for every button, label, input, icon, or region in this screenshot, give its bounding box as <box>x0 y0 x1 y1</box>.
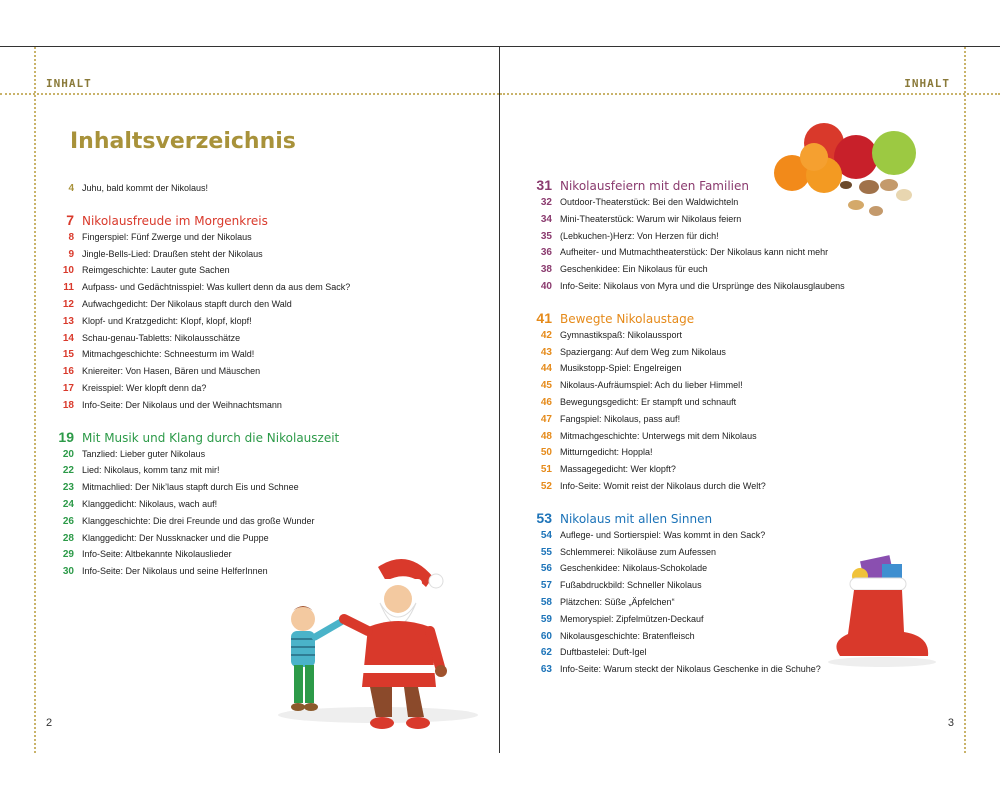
toc-entry-text: Memoryspiel: Zipfelmützen-Deckauf <box>560 613 704 624</box>
toc-entry[interactable] <box>530 614 845 631</box>
toc-entry-text: Fußabdruckbild: Schneller Nikolaus <box>560 580 702 591</box>
toc-page-number: 60 <box>540 630 552 642</box>
toc-page-number: 11 <box>63 282 74 294</box>
toc-entry[interactable] <box>530 563 845 580</box>
toc-entry-text: Info-Seite: Warum steckt der Nikolaus Geschenke in die Schuhe? <box>560 664 821 675</box>
toc-section-number: 7 <box>66 211 74 228</box>
running-head: INHALT <box>46 77 92 90</box>
toc-entry[interactable] <box>530 464 845 481</box>
toc-page-number: 54 <box>540 529 552 541</box>
toc-entry-text: Musikstopp-Spiel: Engelreigen <box>560 363 682 374</box>
toc-entry-text: Plätzchen: Süße „Äpfelchen“ <box>560 596 675 607</box>
toc-section-heading[interactable] <box>530 510 845 528</box>
toc-entry[interactable] <box>52 499 350 516</box>
toc-entry-text: Mitmachgeschichte: Unterwegs mit dem Nikolaus <box>560 430 757 441</box>
toc-page-number: 29 <box>62 549 74 561</box>
toc-entry[interactable] <box>530 547 845 564</box>
toc-section-heading[interactable] <box>52 429 350 447</box>
toc-page-number: 20 <box>62 448 74 460</box>
toc-entry-text: Tanzlied: Lieber guter Nikolaus <box>82 448 206 459</box>
toc-section-title: Nikolaus mit allen Sinnen <box>560 511 713 526</box>
toc-entry-text: Kreisspiel: Wer klopft denn da? <box>82 382 207 393</box>
toc-entry-text: Info-Seite: Nikolaus von Myra und die Ursprünge des Nikolausglaubens <box>560 280 845 291</box>
toc-section-title: Nikolausfeiern mit den Familien <box>560 179 749 193</box>
toc-entry[interactable] <box>530 580 845 597</box>
running-head: INHALT <box>904 77 950 90</box>
toc-entry[interactable] <box>52 383 350 400</box>
toc-section-heading[interactable] <box>530 310 845 328</box>
toc-entry-text: Aufwachgedicht: Der Nikolaus stapft durch den Wald <box>82 298 292 309</box>
toc-page-number: 50 <box>540 447 552 459</box>
toc-entry-text: Geschenkidee: Nikolaus-Schokolade <box>560 563 708 574</box>
toc-entry[interactable] <box>52 465 350 482</box>
toc-page-number: 28 <box>62 532 74 544</box>
toc-page-number: 58 <box>540 596 552 608</box>
toc-entry-text: Spaziergang: Auf dem Weg zum Nikolaus <box>560 346 726 357</box>
toc-entry-text: Mitmachgeschichte: Schneesturm im Wald! <box>82 349 255 360</box>
toc-entry-text: Duftbastelei: Duft-Igel <box>560 647 647 658</box>
toc-page-number: 13 <box>62 315 74 327</box>
toc-page-number: 46 <box>540 396 552 408</box>
toc-page-number: 57 <box>540 580 552 592</box>
toc-intro[interactable] <box>52 183 350 200</box>
toc-left <box>52 183 350 583</box>
toc-entry[interactable] <box>52 249 350 266</box>
header-dotted-line <box>500 93 1000 95</box>
toc-page-number: 52 <box>540 480 552 492</box>
toc-entry[interactable] <box>530 281 845 298</box>
right-page <box>500 47 1000 753</box>
toc-entry-text: Reimgeschichte: Lauter gute Sachen <box>82 265 230 276</box>
toc-entry[interactable] <box>530 597 845 614</box>
toc-entry-text: (Lebkuchen-)Herz: Von Herzen für dich! <box>560 230 719 241</box>
toc-page-number: 47 <box>540 413 552 425</box>
toc-page-number: 16 <box>62 366 74 378</box>
toc-entry-text: Mini-Theaterstück: Warum wir Nikolaus feiern <box>560 213 742 224</box>
toc-entry[interactable] <box>530 481 845 498</box>
toc-page-number: 22 <box>62 465 74 477</box>
toc-entry-text: Jingle-Bells-Lied: Draußen steht der Nikolaus <box>82 248 263 259</box>
toc-page-number: 45 <box>540 380 552 392</box>
toc-section-heading[interactable] <box>530 177 845 195</box>
toc-entry[interactable] <box>530 197 845 214</box>
margin-dotted-line <box>34 47 36 753</box>
toc-entry-text: Aufpass- und Gedächtnisspiel: Was kullert denn da aus dem Sack? <box>82 282 351 293</box>
toc-entry[interactable] <box>530 647 845 664</box>
toc-entry-text: Auflege- und Sortierspiel: Was kommt in den Sack? <box>560 529 766 540</box>
toc-entry[interactable] <box>52 232 350 249</box>
page-number: 2 <box>46 717 53 729</box>
toc-right <box>530 177 845 681</box>
toc-entry-text: Klanggedicht: Nikolaus, wach auf! <box>82 498 218 509</box>
toc-page-number: 48 <box>540 430 552 442</box>
toc-entry[interactable] <box>530 380 845 397</box>
toc-page-number: 12 <box>62 298 74 310</box>
toc-section-heading[interactable] <box>52 212 350 230</box>
toc-entry[interactable] <box>530 214 845 231</box>
toc-entry[interactable] <box>52 482 350 499</box>
toc-page-number: 42 <box>540 329 552 341</box>
page-title: Inhaltsverzeichnis <box>70 129 296 154</box>
toc-page-number: 43 <box>540 346 552 358</box>
toc-entry[interactable] <box>530 431 845 448</box>
toc-page-number: 38 <box>540 264 552 276</box>
toc-entry-text: Lied: Nikolaus, komm tanz mit mir! <box>82 465 220 476</box>
book-spread <box>0 46 1000 753</box>
toc-page-number: 62 <box>540 647 552 659</box>
toc-page-number: 15 <box>62 349 74 361</box>
toc-entry-text: Schau-genau-Tabletts: Nikolausschätze <box>82 332 241 343</box>
toc-entry-text: Aufheiter- und Mutmachtheaterstück: Der Nikolaus kann nicht mehr <box>560 247 829 258</box>
toc-entry-text: Geschenkidee: Ein Nikolaus für euch <box>560 264 708 275</box>
toc-page-number: 18 <box>62 399 74 411</box>
toc-entry-text: Fingerspiel: Fünf Zwerge und der Nikolaus <box>82 231 252 242</box>
header-dotted-line <box>0 93 499 95</box>
toc-entry-text: Info-Seite: Der Nikolaus und seine HelferInnen <box>82 566 268 577</box>
toc-entry[interactable] <box>52 516 350 533</box>
left-page <box>0 47 500 753</box>
toc-page-number: 4 <box>68 183 74 194</box>
toc-page-number: 10 <box>62 265 74 277</box>
toc-entry[interactable] <box>52 265 350 282</box>
toc-entry-text: Outdoor-Theaterstück: Bei den Waldwichteln <box>560 197 739 207</box>
toc-page-number: 35 <box>540 230 552 242</box>
toc-entry-text: Klopf- und Kratzgedicht: Klopf, klopf, klopf! <box>82 315 252 326</box>
toc-entry[interactable] <box>530 414 845 431</box>
margin-dotted-line <box>964 47 966 753</box>
toc-page-number: 63 <box>540 664 552 676</box>
toc-entry-text: Nikolausgeschichte: Bratenfleisch <box>560 630 695 641</box>
toc-entry-text: Info-Seite: Der Nikolaus und der Weihnachtsmann <box>82 399 282 410</box>
toc-section-title: Bewegte Nikolaustage <box>560 311 695 326</box>
toc-page-number: 55 <box>540 546 552 558</box>
toc-entry[interactable] <box>530 664 845 681</box>
toc-entry-text: Info-Seite: Womit reist der Nikolaus durch die Welt? <box>560 480 766 491</box>
toc-entry-text: Mitturngedicht: Hoppla! <box>560 447 653 458</box>
toc-section-number: 53 <box>536 509 552 526</box>
toc-entry-text: Klanggedicht: Der Nussknacker und die Puppe <box>82 532 269 543</box>
toc-page-number: 17 <box>62 382 74 394</box>
toc-entry-text: Schlemmerei: Nikoläuse zum Aufessen <box>560 546 717 557</box>
toc-section-number: 19 <box>58 428 74 445</box>
toc-section-title: Mit Musik und Klang durch die Nikolauszeit <box>82 430 340 445</box>
toc-entry[interactable] <box>530 631 845 648</box>
toc-entry-text: Info-Seite: Altbekannte Nikolauslieder <box>82 549 232 560</box>
toc-entry[interactable] <box>530 247 845 264</box>
nikolaus-boot-illustration <box>820 552 940 677</box>
toc-entry-text: Fangspiel: Nikolaus, pass auf! <box>560 413 681 424</box>
toc-entry-text: Juhu, bald kommt der Nikolaus! <box>82 183 209 193</box>
toc-page-number: 30 <box>62 566 74 578</box>
toc-page-number: 9 <box>68 248 74 260</box>
toc-section-number: 41 <box>536 309 552 326</box>
toc-page-number: 8 <box>68 231 74 243</box>
santa-and-child-dancing-illustration <box>258 547 498 747</box>
toc-entry-text: Klanggeschichte: Die drei Freunde und das große Wunder <box>82 515 315 526</box>
toc-entry[interactable] <box>52 333 350 350</box>
toc-entry[interactable] <box>530 264 845 281</box>
toc-page-number: 34 <box>540 213 552 225</box>
toc-entry[interactable] <box>530 347 845 364</box>
toc-entry[interactable] <box>52 316 350 333</box>
toc-entry[interactable] <box>530 530 845 547</box>
toc-page-number: 59 <box>540 613 552 625</box>
toc-page-number: 56 <box>540 563 552 575</box>
toc-page-number: 24 <box>62 498 74 510</box>
toc-entry[interactable] <box>52 349 350 366</box>
toc-entry-text: Nikolaus-Aufräumspiel: Ach du lieber Himmel! <box>560 380 743 391</box>
toc-entry[interactable] <box>530 231 845 248</box>
toc-page-number: 40 <box>540 280 552 292</box>
toc-entry-text: Kniereiter: Von Hasen, Bären und Mäuschen <box>82 366 261 377</box>
toc-entry-text: Massagegedicht: Wer klopft? <box>560 464 676 475</box>
toc-page-number: 26 <box>62 515 74 527</box>
toc-entry[interactable] <box>52 366 350 383</box>
page-number: 3 <box>947 717 954 729</box>
toc-entry[interactable] <box>52 400 350 417</box>
toc-entry-text: Mitmachlied: Der Nik’laus stapft durch Eis und Schnee <box>82 482 299 493</box>
toc-entry-text: Bewegungsgedicht: Er stampft und schnauft <box>560 396 737 407</box>
toc-section-number: 31 <box>536 177 552 193</box>
toc-entry[interactable] <box>530 447 845 464</box>
toc-page-number: 32 <box>540 197 552 208</box>
toc-entry[interactable] <box>530 330 845 347</box>
toc-section-title: Nikolausfreude im Morgenkreis <box>82 213 268 228</box>
toc-entry[interactable] <box>530 397 845 414</box>
toc-page-number: 23 <box>62 482 74 494</box>
toc-entry[interactable] <box>52 299 350 316</box>
toc-page-number: 51 <box>540 464 552 476</box>
toc-entry[interactable] <box>52 449 350 466</box>
toc-entry[interactable] <box>530 363 845 380</box>
toc-page-number: 44 <box>540 363 552 375</box>
toc-entry[interactable] <box>52 282 350 299</box>
toc-entry-text: Gymnastikspaß: Nikolaussport <box>560 329 683 340</box>
toc-page-number: 14 <box>62 332 74 344</box>
toc-page-number: 36 <box>540 247 552 259</box>
